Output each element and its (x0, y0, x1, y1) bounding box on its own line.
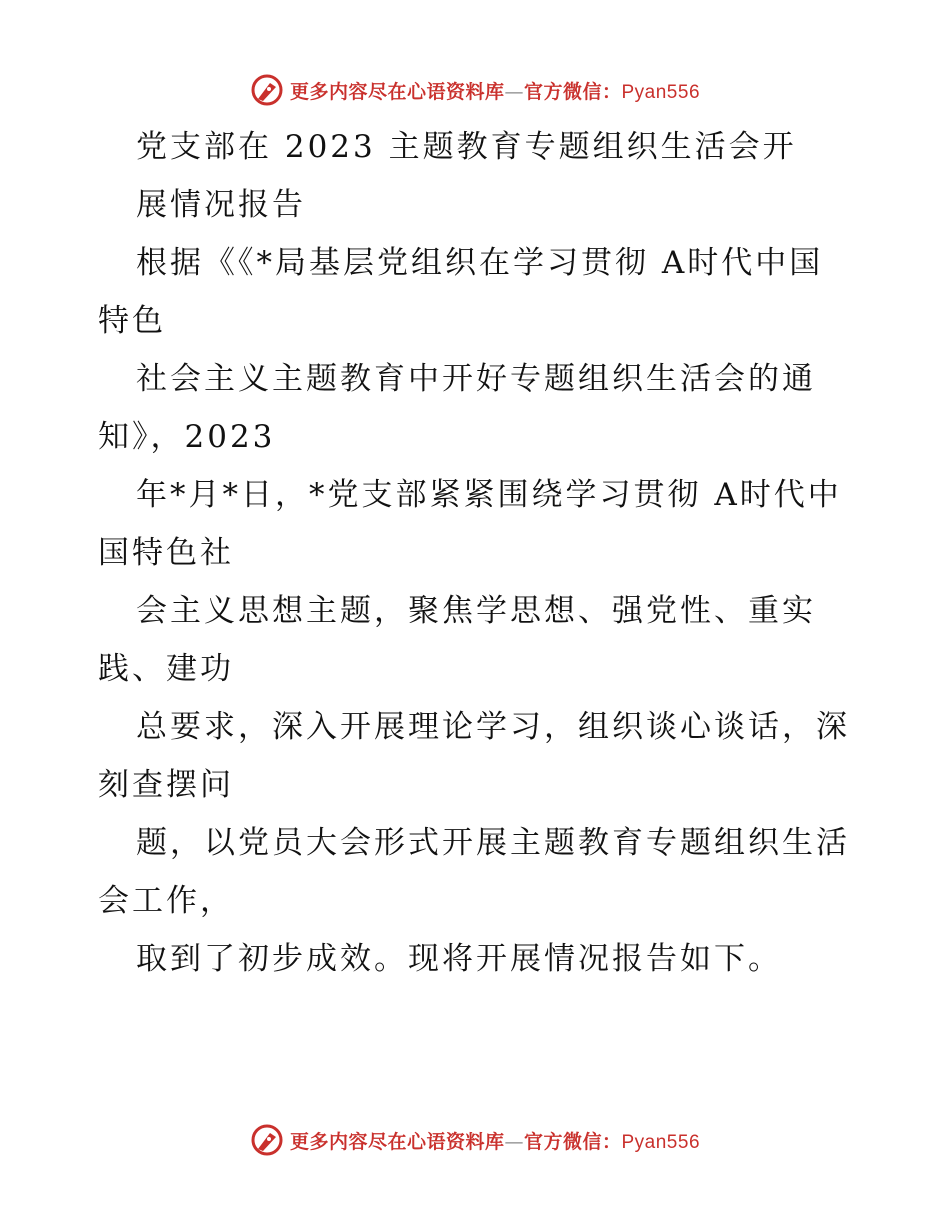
watermark-text (290, 77, 700, 104)
text-line: 取到了初步成效。现将开展情况报告如下。 (136, 941, 782, 977)
pen-nib-logo-icon (250, 1123, 284, 1157)
watermark-text (290, 1127, 700, 1154)
watermark-contact-id: Pyan556 (621, 1131, 701, 1153)
watermark-contact-id: Pyan556 (621, 81, 701, 103)
watermark-dash: — (504, 80, 524, 103)
footer-watermark (0, 1120, 950, 1160)
text-line: 知》，2023 (98, 419, 276, 455)
pen-nib-logo-icon (250, 73, 284, 107)
text-line: 题，以党员大会形式开展主题教育专题组织生活 (136, 825, 850, 861)
watermark-dash: — (504, 1130, 524, 1153)
text-line: 社会主义主题教育中开好专题组织生活会的通 (136, 361, 816, 397)
text-line: 根据《《*局基层党组织在学习贯彻 A时代中国 (136, 245, 824, 281)
document-body (98, 118, 858, 988)
text-line: 国特色社 (98, 535, 234, 571)
text-line: 展情况报告 (136, 187, 306, 223)
text-line: 会主义思想主题，聚焦学思想、强党性、重实 (136, 593, 816, 629)
text-line: 刻查摆问 (98, 767, 234, 803)
watermark-contact-label: 官方微信： (523, 1130, 622, 1153)
text-line: 会工作， (98, 883, 234, 919)
text-line: 年*月*日，*党支部紧紧围绕学习贯彻 A时代中 (136, 477, 842, 513)
watermark-contact-label: 官方微信： (523, 80, 622, 103)
header-watermark (0, 70, 950, 110)
text-line: 践、建功 (98, 651, 234, 687)
watermark-main: 更多内容尽在心语资料库 (289, 1130, 505, 1153)
text-line: 总要求，深入开展理论学习，组织谈心谈话，深 (136, 709, 850, 745)
text-line: 党支部在 2023 主题教育专题组织生活会开 (136, 129, 797, 165)
watermark-main: 更多内容尽在心语资料库 (289, 80, 505, 103)
text-line: 特色 (98, 303, 166, 339)
